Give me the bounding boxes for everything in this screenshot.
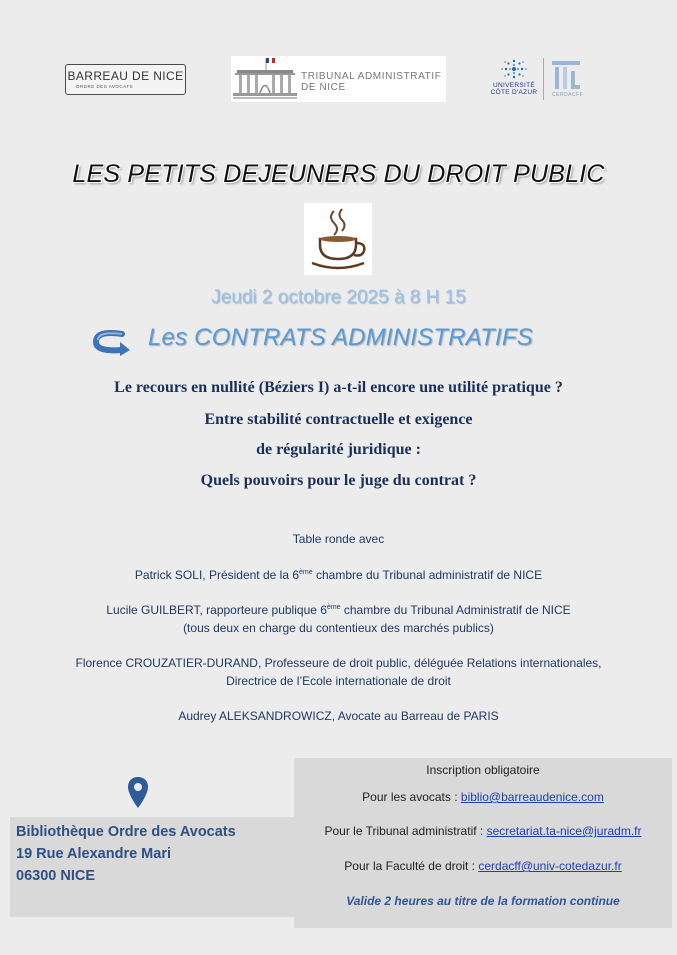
speaker-aleksandrowicz: Audrey ALEKSANDROWICZ, Avocate au Barreau de PARIS bbox=[178, 709, 499, 723]
training-validity-note: Valide 2 heures au titre de la formation continue bbox=[346, 894, 620, 908]
barreau-de-nice-logo bbox=[65, 64, 186, 95]
speaker-soli-text-end: chambre du Tribunal administratif de NICE bbox=[312, 568, 543, 582]
speaker-crouzatier-line1: Florence CROUZATIER-DURAND, Professeure de droit public, déléguée Relations internationales, bbox=[75, 656, 602, 670]
registration-heading: Inscription obligatoire bbox=[426, 763, 540, 777]
registration-faculte bbox=[294, 859, 672, 873]
registration-tribunal bbox=[294, 824, 672, 838]
universite-cote-azur-logo bbox=[490, 58, 585, 102]
speaker-guilbert bbox=[0, 601, 677, 619]
question-line-2: Entre stabilité contractuelle et exigence bbox=[204, 411, 473, 428]
speaker-guilbert-note: (tous deux en charge du contentieux des marchés publics) bbox=[183, 621, 494, 635]
cerdacff-label: CERDACFF bbox=[552, 92, 584, 98]
coffee-cup-image bbox=[304, 203, 372, 275]
speaker-soli-text: Patrick SOLI, Président de la 6 bbox=[134, 568, 300, 582]
cerdacff-emblem-icon bbox=[552, 61, 582, 91]
venue-address bbox=[10, 817, 294, 917]
ordinal-suffix: ème bbox=[326, 604, 341, 611]
tribunal-logo-line2: DE NICE bbox=[301, 82, 346, 93]
registration-faculte-label: Pour la Faculté de droit : bbox=[344, 859, 479, 873]
registration-avocats-label: Pour les avocats : bbox=[362, 790, 461, 804]
address-line-2: 19 Rue Alexandre Mari bbox=[16, 846, 171, 862]
courthouse-icon bbox=[233, 56, 297, 102]
universite-logo-line2: CÔTE D'AZUR bbox=[490, 89, 538, 96]
event-subject: Les CONTRATS ADMINISTRATIFS bbox=[148, 324, 533, 351]
tribunal-logo-line1: TRIBUNAL ADMINISTRATIF bbox=[301, 71, 442, 82]
universite-logo-text bbox=[490, 82, 538, 96]
address-line-3: 06300 NICE bbox=[16, 868, 95, 884]
question-line-3: de régularité juridique : bbox=[256, 441, 421, 458]
location-pin-icon bbox=[127, 776, 149, 809]
event-date: Jeudi 2 octobre 2025 à 8 H 15 bbox=[211, 287, 466, 308]
registration-avocats bbox=[294, 790, 672, 804]
logo-separator bbox=[543, 58, 544, 100]
question-line-1: Le recours en nullité (Béziers I) a-t-il encore une utilité pratique ? bbox=[114, 379, 563, 396]
avocats-email-link[interactable]: biblio@barreaudenice.com bbox=[460, 790, 604, 804]
registration-tribunal-label: Pour le Tribunal administratif : bbox=[324, 824, 487, 838]
speaker-crouzatier-line2: Directrice de l’Ecole internationale de droit bbox=[226, 674, 451, 688]
event-title: LES PETITS DEJEUNERS DU DROIT PUBLIC bbox=[72, 160, 605, 188]
universite-logo-line1: UNIVERSITÉ bbox=[492, 82, 535, 89]
tribunal-email-link[interactable]: secretariat.ta-nice@juradm.fr bbox=[486, 824, 642, 838]
barreau-logo-subtitle: ORDRE DES AVOCATS bbox=[76, 84, 134, 89]
ordinal-suffix: ème bbox=[299, 569, 313, 576]
address-line-1: Bibliothèque Ordre des Avocats bbox=[16, 824, 236, 840]
location-pin bbox=[127, 776, 149, 809]
tribunal-administratif-logo bbox=[231, 56, 446, 102]
dotted-globe-icon bbox=[499, 58, 529, 80]
tribunal-logo-text bbox=[301, 71, 441, 93]
speaker-guilbert-text-end: chambre du Tribunal Administratif de NICE bbox=[340, 603, 571, 617]
curved-arrow-icon bbox=[92, 328, 132, 356]
coffee-cup-icon bbox=[304, 203, 372, 275]
speaker-soli bbox=[0, 566, 677, 584]
faculte-email-link[interactable]: cerdacff@univ-cotedazur.fr bbox=[478, 859, 622, 873]
question-line-4: Quels pouvoirs pour le juge du contrat ? bbox=[200, 472, 477, 489]
curved-arrow bbox=[92, 328, 132, 356]
speaker-guilbert-text: Lucile GUILBERT, rapporteure publique 6 bbox=[106, 603, 327, 617]
barreau-logo-name: BARREAU DE NICE bbox=[67, 69, 184, 83]
table-ronde-label: Table ronde avec bbox=[292, 532, 385, 546]
registration-panel bbox=[294, 758, 672, 928]
